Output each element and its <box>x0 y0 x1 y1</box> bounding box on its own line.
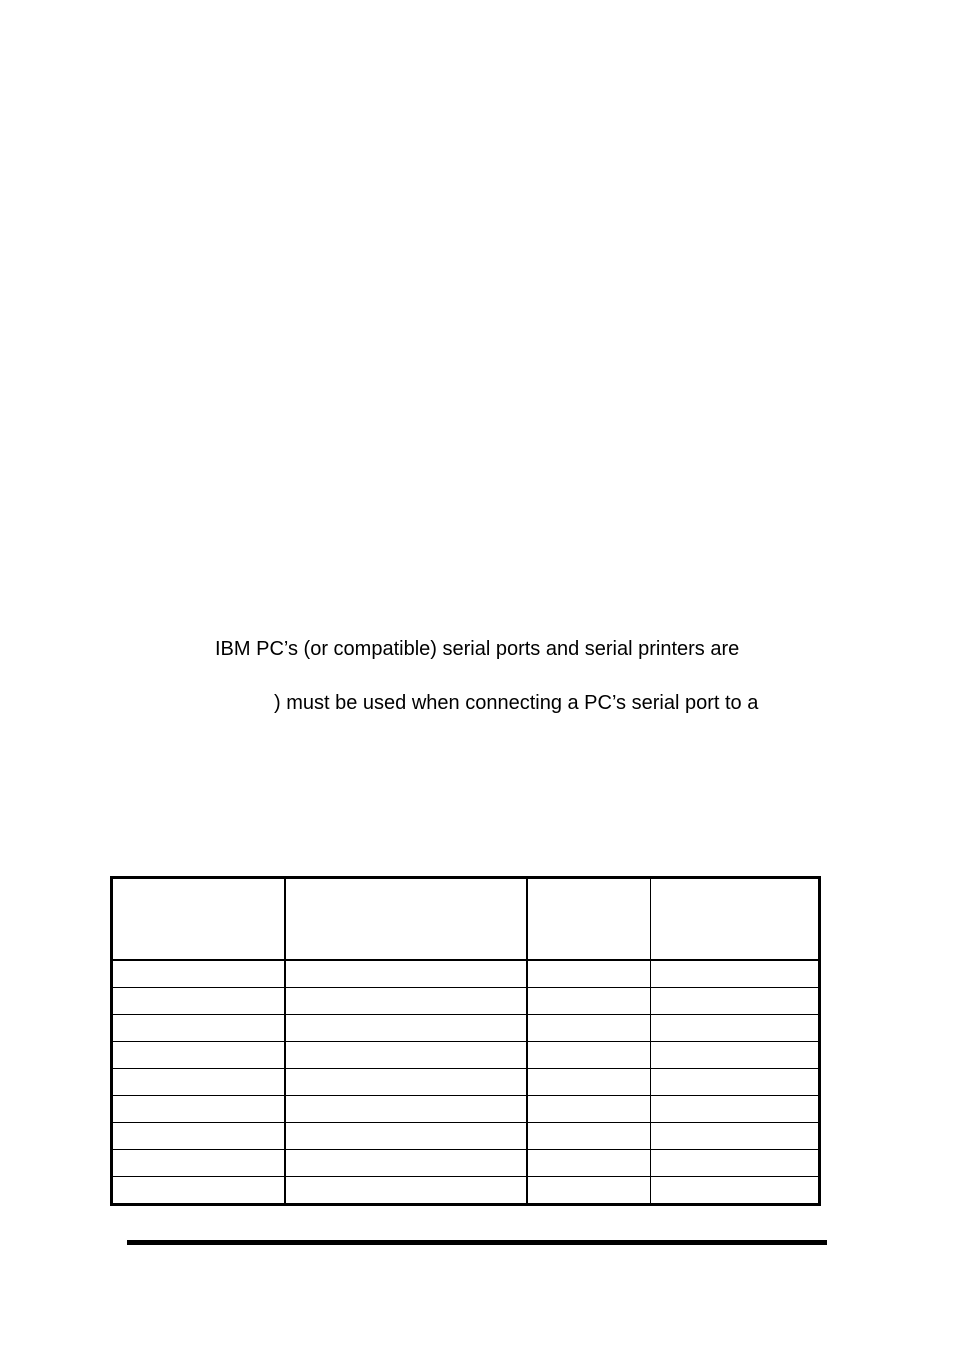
table-header-cell <box>112 878 285 961</box>
table-cell <box>285 1096 527 1123</box>
table-cell <box>112 1150 285 1177</box>
table-cell <box>285 1150 527 1177</box>
table-cell <box>651 988 820 1015</box>
table-row <box>112 1015 820 1042</box>
table-row <box>112 1177 820 1205</box>
table-row <box>112 1150 820 1177</box>
table-cell <box>651 1015 820 1042</box>
table-cell <box>527 1150 651 1177</box>
table-cell <box>112 1096 285 1123</box>
table-cell <box>285 988 527 1015</box>
table-cell <box>527 1015 651 1042</box>
table-cell <box>651 1069 820 1096</box>
table-cell <box>527 1096 651 1123</box>
table-cell <box>527 1123 651 1150</box>
table-header-cell <box>285 878 527 961</box>
table-row <box>112 960 820 988</box>
table-cell <box>112 988 285 1015</box>
table-cell <box>651 1042 820 1069</box>
table-cell <box>527 988 651 1015</box>
table-header-cell <box>527 878 651 961</box>
table-cell <box>112 1015 285 1042</box>
table-cell <box>527 1177 651 1205</box>
table-cell <box>112 1042 285 1069</box>
table-cell <box>651 1096 820 1123</box>
table-row <box>112 1042 820 1069</box>
table-cell <box>651 960 820 988</box>
table-cell <box>651 1123 820 1150</box>
table-row <box>112 988 820 1015</box>
table-row <box>112 1123 820 1150</box>
table-cell <box>285 1015 527 1042</box>
table-row <box>112 1096 820 1123</box>
table-cell <box>112 960 285 988</box>
table-cell <box>285 1069 527 1096</box>
pinout-table <box>110 876 821 1206</box>
table-cell <box>651 1150 820 1177</box>
table-cell <box>112 1177 285 1205</box>
table-header-cell <box>651 878 820 961</box>
body-text-line-2: ) must be used when connecting a PC’s serial port to a <box>274 692 759 714</box>
table-cell <box>285 1042 527 1069</box>
table-cell <box>527 960 651 988</box>
body-text-line-1: IBM PC’s (or compatible) serial ports and serial printers are <box>215 638 740 660</box>
table-header-row <box>112 878 820 961</box>
table-cell <box>285 1177 527 1205</box>
table-cell <box>651 1177 820 1205</box>
table-row <box>112 1069 820 1096</box>
table-cell <box>527 1042 651 1069</box>
footer-rule <box>127 1240 827 1245</box>
table-cell <box>112 1123 285 1150</box>
table-cell <box>285 960 527 988</box>
table-cell <box>112 1069 285 1096</box>
table-cell <box>285 1123 527 1150</box>
table-cell <box>527 1069 651 1096</box>
